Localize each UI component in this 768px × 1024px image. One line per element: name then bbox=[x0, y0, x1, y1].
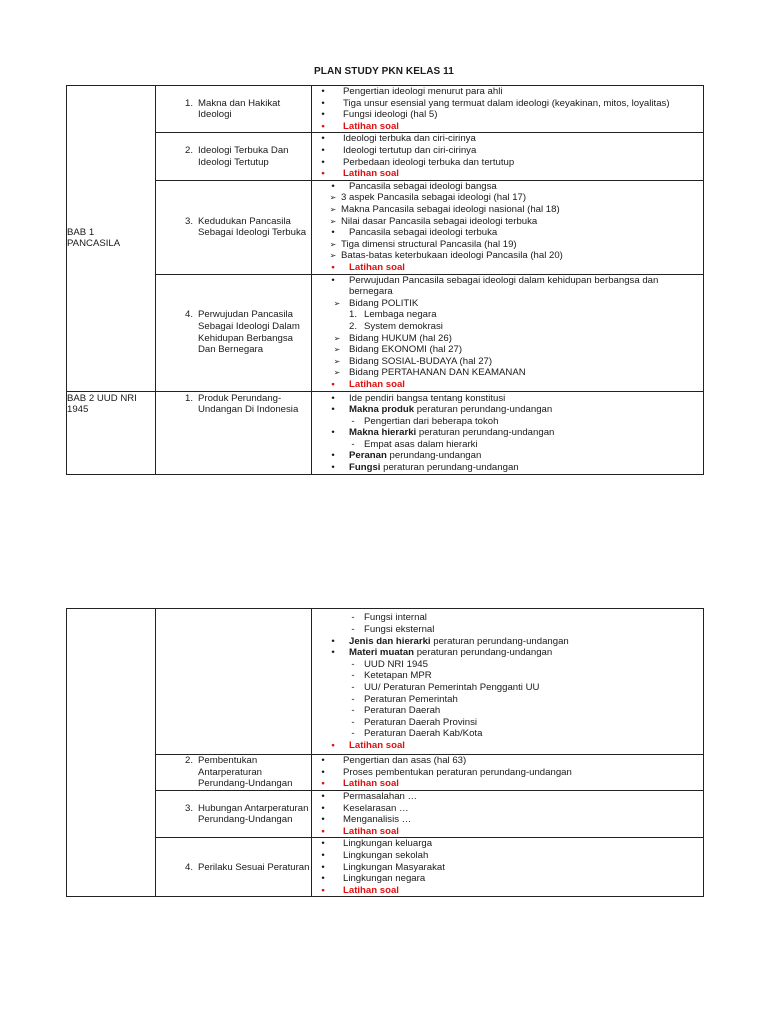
points-cell bbox=[312, 838, 704, 897]
list-item bbox=[312, 356, 703, 368]
list-item bbox=[312, 450, 703, 462]
dash-marker: - bbox=[351, 693, 355, 705]
list-item bbox=[312, 439, 703, 451]
item-text: System demokrasi bbox=[364, 320, 443, 332]
item-keyword: Materi muatan bbox=[349, 647, 415, 659]
topic-number: 3. bbox=[184, 215, 193, 227]
list-item bbox=[312, 404, 703, 416]
topic-title: Perilaku Sesuai Peraturan bbox=[198, 861, 310, 873]
item-text: Keselarasan … bbox=[343, 802, 409, 814]
table-row bbox=[67, 391, 704, 474]
table-row bbox=[67, 791, 704, 838]
list-item bbox=[312, 367, 703, 379]
item-text: Peraturan Daerah Provinsi bbox=[364, 716, 478, 728]
topic-number: 4. bbox=[184, 309, 193, 321]
list-item bbox=[312, 216, 703, 228]
dash-marker: - bbox=[351, 670, 355, 682]
bullet-icon: • bbox=[331, 227, 335, 239]
list-item bbox=[312, 393, 703, 405]
item-text: Empat asas dalam hierarki bbox=[364, 438, 478, 450]
list-item bbox=[312, 682, 703, 694]
topic-title: Hubungan Antarperaturan Perundang-Undangan bbox=[198, 802, 309, 826]
points-cell bbox=[312, 86, 704, 133]
list-item bbox=[312, 659, 703, 671]
list-item bbox=[312, 239, 703, 251]
bullet-icon: • bbox=[321, 766, 325, 778]
item-keyword: Fungsi bbox=[349, 462, 381, 474]
item-text: Latihan soal bbox=[343, 120, 399, 132]
arrow-bullet-icon: ➢ bbox=[329, 216, 337, 226]
dash-marker: - bbox=[351, 705, 355, 717]
arrow-bullet-icon: ➢ bbox=[329, 193, 337, 203]
item-text: perundang-undangan bbox=[386, 450, 482, 462]
item-text: Fungsi internal bbox=[364, 612, 427, 624]
bullet-icon: • bbox=[331, 392, 335, 404]
bullet-icon: • bbox=[331, 462, 335, 474]
item-text: Bidang EKONOMI (hal 27) bbox=[349, 344, 463, 356]
item-text: Latihan soal bbox=[343, 168, 399, 180]
item-text: Makna Pancasila sebagai ideologi nasional (hal 18) bbox=[341, 203, 560, 215]
item-text: Menganalisis … bbox=[343, 814, 412, 826]
bullet-icon: • bbox=[331, 274, 335, 286]
item-keyword: Jenis dan hierarki bbox=[349, 635, 431, 647]
arrow-bullet-icon: ➢ bbox=[333, 345, 341, 355]
topic-cell bbox=[156, 838, 312, 897]
item-text: Latihan soal bbox=[349, 261, 405, 273]
topic-cell-empty bbox=[156, 609, 312, 755]
item-text: peraturan perundang-undangan bbox=[414, 404, 553, 416]
dash-marker: - bbox=[351, 682, 355, 693]
arrow-bullet-icon: ➢ bbox=[333, 298, 341, 308]
topic-number: 3. bbox=[184, 802, 193, 814]
list-item bbox=[312, 803, 703, 815]
plan-table-page-1 bbox=[66, 85, 704, 475]
item-text: Ide pendiri bangsa tentang konstitusi bbox=[349, 392, 506, 404]
item-text: 3 aspek Pancasila sebagai ideologi (hal 17) bbox=[341, 192, 527, 204]
bullet-icon: • bbox=[331, 450, 335, 462]
item-text: Pengertian dan asas (hal 63) bbox=[343, 755, 467, 767]
points-cell bbox=[312, 180, 704, 274]
list-item bbox=[312, 181, 703, 193]
list-item bbox=[312, 728, 703, 740]
dash-marker: - bbox=[351, 415, 355, 427]
item-text: Fungsi ideologi (hal 5) bbox=[343, 109, 438, 121]
item-text: Latihan soal bbox=[349, 739, 405, 751]
bullet-icon: • bbox=[321, 778, 325, 790]
chapter-name: 1945 bbox=[67, 404, 89, 416]
topic-title: Pembentukan Antarperaturan Perundang-Undangan bbox=[198, 755, 293, 790]
list-item bbox=[312, 192, 703, 204]
item-text: Batas-batas keterbukaan ideologi Pancasila (hal 20) bbox=[341, 250, 563, 262]
item-text: UU/ Peraturan Pemerintah Pengganti UU bbox=[364, 682, 540, 693]
item-text: Pancasila sebagai ideologi bangsa bbox=[349, 180, 497, 192]
list-item bbox=[312, 344, 703, 356]
bullet-icon: • bbox=[321, 144, 325, 156]
points-cell bbox=[312, 274, 704, 391]
bullet-icon: • bbox=[321, 814, 325, 826]
list-item bbox=[312, 791, 703, 803]
topic-number: 4. bbox=[184, 861, 193, 873]
list-item bbox=[312, 109, 703, 121]
item-text: Latihan soal bbox=[343, 778, 399, 790]
table-row bbox=[67, 755, 704, 791]
list-item bbox=[312, 227, 703, 239]
exercise-item bbox=[312, 778, 703, 790]
topic-cell bbox=[156, 274, 312, 391]
dash-marker: - bbox=[351, 612, 355, 624]
dash-marker: - bbox=[351, 624, 355, 636]
bullet-icon: • bbox=[331, 404, 335, 416]
exercise-item bbox=[312, 826, 703, 838]
list-item bbox=[312, 86, 703, 98]
bullet-icon: • bbox=[331, 739, 335, 751]
points-cell bbox=[312, 609, 704, 755]
points-cell bbox=[312, 755, 704, 791]
list-item bbox=[312, 321, 703, 333]
table-row bbox=[67, 274, 704, 391]
item-text: Lembaga negara bbox=[364, 309, 437, 321]
list-item bbox=[312, 204, 703, 216]
list-item bbox=[312, 767, 703, 779]
chapter-cell-empty bbox=[67, 609, 156, 897]
table-row bbox=[67, 180, 704, 274]
list-item bbox=[312, 705, 703, 717]
item-text: Latihan soal bbox=[349, 378, 405, 390]
bullet-icon: • bbox=[321, 838, 325, 850]
list-item bbox=[312, 275, 703, 298]
item-text: Peraturan Daerah bbox=[364, 705, 441, 717]
list-item bbox=[312, 133, 703, 145]
item-text: Peraturan Daerah Kab/Kota bbox=[364, 728, 483, 740]
exercise-item bbox=[312, 121, 703, 133]
topic-title: Produk Perundang-Undangan Di Indonesia bbox=[198, 392, 299, 416]
list-item bbox=[312, 636, 703, 648]
bullet-icon: • bbox=[321, 802, 325, 814]
item-text: Bidang SOSIAL-BUDAYA (hal 27) bbox=[349, 355, 493, 367]
arrow-bullet-icon: ➢ bbox=[333, 333, 341, 343]
topic-number: 1. bbox=[184, 392, 193, 404]
item-text: Lingkungan sekolah bbox=[343, 849, 429, 861]
topic-cell bbox=[156, 791, 312, 838]
exercise-item bbox=[312, 740, 703, 752]
item-keyword: Makna hierarki bbox=[349, 427, 417, 439]
bullet-icon: • bbox=[321, 97, 325, 109]
bullet-icon: • bbox=[331, 180, 335, 192]
document-title: PLAN STUDY PKN KELAS 11 bbox=[314, 66, 454, 77]
bullet-icon: • bbox=[331, 635, 335, 647]
bullet-icon: • bbox=[321, 109, 325, 121]
exercise-item bbox=[312, 379, 703, 391]
item-keyword: Makna produk bbox=[349, 404, 415, 416]
bullet-icon: • bbox=[321, 791, 325, 802]
arrow-bullet-icon: ➢ bbox=[333, 356, 341, 366]
arrow-bullet-icon: ➢ bbox=[333, 368, 341, 378]
list-item bbox=[312, 612, 703, 624]
item-text: Pengertian ideologi menurut para ahli bbox=[343, 86, 503, 97]
item-text: Perbedaan ideologi terbuka dan tertutup bbox=[343, 156, 515, 168]
bullet-icon: • bbox=[331, 427, 335, 439]
list-item bbox=[312, 850, 703, 862]
bullet-icon: • bbox=[321, 873, 325, 885]
list-item bbox=[312, 309, 703, 321]
points-cell bbox=[312, 133, 704, 180]
dash-marker: - bbox=[351, 716, 355, 728]
item-text: Lingkungan Masyarakat bbox=[343, 861, 445, 873]
dash-marker: - bbox=[351, 438, 355, 450]
number-marker: 1. bbox=[348, 309, 357, 321]
bullet-icon: • bbox=[321, 168, 325, 180]
bullet-icon: • bbox=[321, 849, 325, 861]
exercise-item bbox=[312, 885, 703, 897]
topic-cell bbox=[156, 755, 312, 791]
chapter-name: PANCASILA bbox=[67, 238, 121, 250]
list-item bbox=[312, 647, 703, 659]
dash-marker: - bbox=[351, 658, 355, 670]
item-text: Proses pembentukan peraturan perundang-undangan bbox=[343, 766, 572, 778]
chapter-cell-bab2 bbox=[67, 391, 156, 474]
topic-title: Kedudukan Pancasila Sebagai Ideologi Terbuka bbox=[198, 215, 307, 239]
topic-cell bbox=[156, 180, 312, 274]
topic-cell bbox=[156, 133, 312, 180]
item-keyword: Peranan bbox=[349, 450, 387, 462]
list-item bbox=[312, 624, 703, 636]
item-text: Fungsi eksternal bbox=[364, 624, 435, 636]
item-text: UUD NRI 1945 bbox=[364, 658, 428, 670]
item-text: peraturan perundang-undangan bbox=[416, 427, 555, 439]
bullet-icon: • bbox=[321, 755, 325, 767]
bullet-icon: • bbox=[331, 647, 335, 659]
arrow-bullet-icon: ➢ bbox=[329, 239, 337, 249]
exercise-item bbox=[312, 168, 703, 180]
item-text: peraturan perundang-undangan bbox=[380, 462, 519, 474]
chapter-cell-bab1 bbox=[67, 86, 156, 392]
topic-number: 2. bbox=[184, 144, 193, 156]
number-marker: 2. bbox=[348, 320, 357, 332]
list-item bbox=[312, 862, 703, 874]
bullet-icon: • bbox=[321, 884, 325, 896]
points-cell bbox=[312, 391, 704, 474]
bullet-icon: • bbox=[321, 156, 325, 168]
topic-number: 1. bbox=[184, 97, 193, 109]
list-item bbox=[312, 717, 703, 729]
list-item bbox=[312, 157, 703, 169]
list-item bbox=[312, 814, 703, 826]
topic-cell bbox=[156, 86, 312, 133]
bullet-icon: • bbox=[331, 261, 335, 273]
item-text: Nilai dasar Pancasila sebagai ideologi terbuka bbox=[341, 215, 538, 227]
topic-title: Ideologi Terbuka Dan Ideologi Tertutup bbox=[198, 144, 289, 168]
topic-number: 2. bbox=[184, 755, 193, 767]
item-text: Bidang POLITIK bbox=[349, 297, 419, 309]
topic-title: Makna dan Hakikat Ideologi bbox=[198, 97, 281, 121]
item-text: Ideologi terbuka dan ciri-cirinya bbox=[343, 133, 476, 145]
item-text: Bidang PERTAHANAN DAN KEAMANAN bbox=[349, 367, 526, 379]
item-text: peraturan perundang-undangan bbox=[430, 635, 569, 647]
item-text: Latihan soal bbox=[343, 825, 399, 837]
item-text: Perwujudan Pancasila sebagai ideologi dalam kehidupan berbangsa dan bernegara bbox=[349, 274, 659, 298]
bullet-icon: • bbox=[331, 378, 335, 390]
list-item bbox=[312, 427, 703, 439]
dash-marker: - bbox=[351, 728, 355, 740]
item-text: Lingkungan negara bbox=[343, 873, 426, 885]
list-item bbox=[312, 416, 703, 428]
arrow-bullet-icon: ➢ bbox=[329, 204, 337, 214]
item-text: Lingkungan keluarga bbox=[343, 838, 433, 850]
arrow-bullet-icon: ➢ bbox=[329, 251, 337, 261]
item-text: Ideologi tertutup dan ciri-cirinya bbox=[343, 144, 477, 156]
bullet-icon: • bbox=[321, 120, 325, 132]
item-text: Pancasila sebagai ideologi terbuka bbox=[349, 227, 498, 239]
list-item bbox=[312, 145, 703, 157]
item-text: Ketetapan MPR bbox=[364, 670, 432, 682]
item-text: peraturan perundang-undangan bbox=[414, 647, 553, 659]
item-text: Tiga unsur esensial yang termuat dalam ideologi (keyakinan, mitos, loyalitas) bbox=[343, 97, 670, 109]
list-item bbox=[312, 873, 703, 885]
item-text: Tiga dimensi structural Pancasila (hal 19) bbox=[341, 238, 517, 250]
item-text: Latihan soal bbox=[343, 884, 399, 896]
item-text: Bidang HUKUM (hal 26) bbox=[349, 332, 452, 344]
points-cell bbox=[312, 791, 704, 838]
list-item bbox=[312, 333, 703, 345]
item-text: Peraturan Pemerintah bbox=[364, 693, 458, 705]
list-item bbox=[312, 462, 703, 474]
list-item bbox=[312, 755, 703, 767]
list-item bbox=[312, 98, 703, 110]
bullet-icon: • bbox=[321, 86, 325, 97]
plan-table-page-2 bbox=[66, 608, 704, 897]
chapter-label: BAB 2 UUD NRI bbox=[67, 392, 137, 404]
table-row bbox=[67, 609, 704, 755]
item-text: Pengertian dari beberapa tokoh bbox=[364, 415, 499, 427]
list-item bbox=[312, 838, 703, 850]
topic-title: Perwujudan Pancasila Sebagai Ideologi Dalam Kehidupan Berbangsa Dan Bernegara bbox=[198, 309, 300, 356]
list-item bbox=[312, 670, 703, 682]
list-item bbox=[312, 694, 703, 706]
exercise-item bbox=[312, 262, 703, 274]
table-row bbox=[67, 133, 704, 180]
list-item bbox=[312, 250, 703, 262]
bullet-icon: • bbox=[321, 825, 325, 837]
topic-cell bbox=[156, 391, 312, 474]
bullet-icon: • bbox=[321, 861, 325, 873]
table-row bbox=[67, 838, 704, 897]
list-item bbox=[312, 298, 703, 310]
chapter-label: BAB 1 bbox=[67, 226, 95, 238]
table-row bbox=[67, 86, 704, 133]
bullet-icon: • bbox=[321, 133, 325, 145]
item-text: Permasalahan … bbox=[343, 791, 418, 802]
